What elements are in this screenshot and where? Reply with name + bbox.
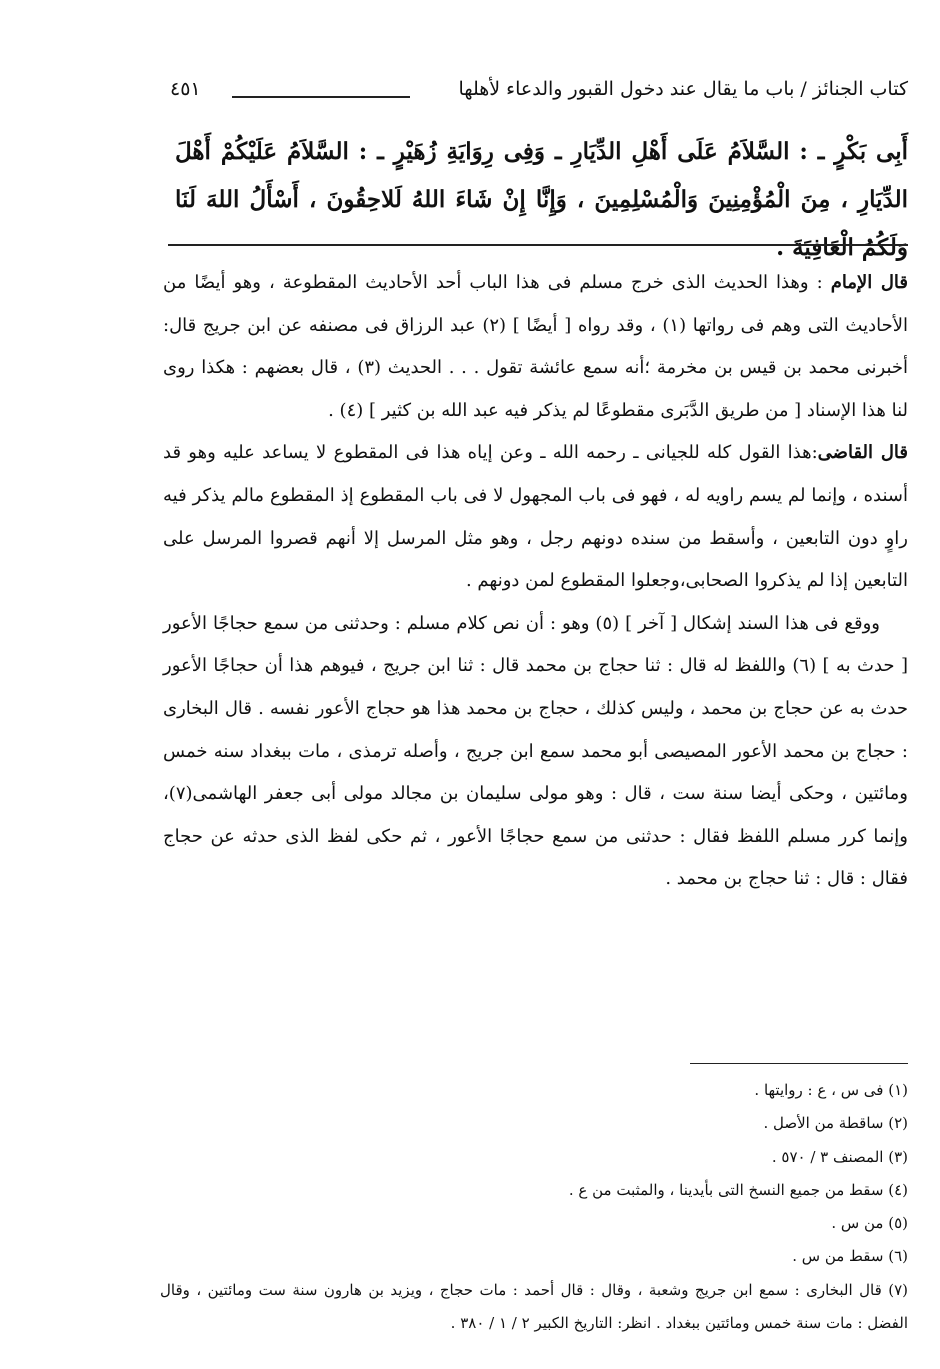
footnote: (١) فى س ، ع : روايتها . <box>754 1081 908 1099</box>
footnote: (٢) ساقطة من الأصل . <box>763 1114 908 1133</box>
footnote: (٦) سقط من س . <box>792 1247 908 1266</box>
commentary-paragraph <box>163 432 908 602</box>
section-divider <box>168 244 908 246</box>
running-header <box>170 78 908 112</box>
paragraph-text: :هذا القول كله للجيانى ـ رحمه الله ـ وعن إياه هذا فى المقطوع لا يساعد عليه وهو قد أسنده ، وإنما لم يسم راويه له ، فهو فى باب المجهول لا فى باب المقطوع إذ المقطوع مالم يذكر فيه راوٍ دون التابعين ، وأسقط من سنده دونهم رجل ، وهو مثل المرسل إلا أنهم قصروا المرسل على التابعين إذا لم يذكروا الصحابى،وجعلوا المقطوع لمن دونهم . <box>163 442 908 592</box>
speaker-label: قال الإمام <box>830 272 908 293</box>
speaker-label: قال القاضى <box>817 442 908 464</box>
paragraph-text: ووقع فى هذا السند إشكال [ آخر ] (٥) وهو : أن نص كلام مسلم : وحدثنى من سمع حجاجًا الأعور [ حدث به ] (٦) واللفظ له قال : ثنا حجاج بن محمد قال : ثنا ابن جريج ، فيوهم هذا أن حجاجًا الأعور حدث به عن حجاج بن محمد ، وليس كذلك ، حجاج بن محمد هذا هو حجاج الأعور نفسه . قال البخارى : حجاج بن محمد الأعور المصيصى أبو محمد سمع ابن جريج ، وأصله ترمذى ، مات ببغداد سنه خمس ومائتين ، وحكى أيضا سنة ست ، قال : وهو مولى سليمان بن مجالد مولى أبى جعفر الهاشمى(٧)، وإنما كرر مسلم اللفظ فقال : حدثنى من سمع حجاجًا الأعور ، ثم حكى لفظ الذى حدثه عن حجاج فقال : قال : ثنا حجاج بن محمد . <box>163 612 908 890</box>
footnotes <box>160 1074 908 1340</box>
commentary-paragraph <box>163 603 908 901</box>
page-number: ٤٥١ <box>170 78 201 100</box>
paragraph-text: : وهذا الحديث الذى خرج مسلم فى هذا الباب أحد الأحاديث المقطوعة ، وهو أيضًا من الأحاديث التى وهم فى رواتها (١) ، وقد رواه [ أيضًا ] (٢) عبد الرزاق فى مصنفه عن ابن جريج قال: أخبرنى محمد بن قيس بن مخرمة ؛أنه سمع عائشة تقول . . . الحديث (٣) ، قال بعضهم : هكذا روى لنا هذا الإسناد [ من طريق الدَّبَرى مقطوعًا لم يذكر فيه عبد الله بن كثير ] (٤) . <box>163 272 909 421</box>
footnote: (٥) من س . <box>831 1214 908 1233</box>
header-rule <box>232 96 410 98</box>
hadith-text: أَبِى بَكْرٍ ـ : السَّلاَمُ عَلَى أَهْلِ الدِّيَارِ ـ وَفِى رِوَايَةِ زُهَيْرٍ ـ : السَّلاَمُ عَلَيْكُمْ أَهْلَ الدِّيَارِ ، مِنَ الْمُؤْمِنِينَ وَالْمُسْلِمِينَ ، وَإِنَّا إِنْ شَاءَ اللهُ لَلاحِقُونَ ، أَسْأَلُ اللهَ لَنَا وَلَكُمُ الْعَافِيَةَ . <box>175 138 908 261</box>
footnote: (٤) سقط من جميع النسخ التى بأيدينا ، والمثبت من ع . <box>568 1180 908 1199</box>
footnote: (٣) المصنف ٣ / ٥٧٠ . <box>771 1147 908 1166</box>
header-title: كتاب الجنائز / باب ما يقال عند دخول القبور والدعاء لأهلها <box>458 78 908 100</box>
commentary-paragraph <box>163 262 908 432</box>
commentary <box>163 262 908 901</box>
footnote: (٧) قال البخارى : سمع ابن جريج وشعبة ، وقال : قال أحمد : مات حجاج ، ويزيد بن هارون سنة ست ومائتين ، وقال الفضل : مات سنة خمس ومائتين ببغداد . انظر: التاريخ الكبير ٢ / ١ / ٣٨٠ . <box>160 1280 908 1333</box>
footnote-separator <box>690 1063 908 1064</box>
